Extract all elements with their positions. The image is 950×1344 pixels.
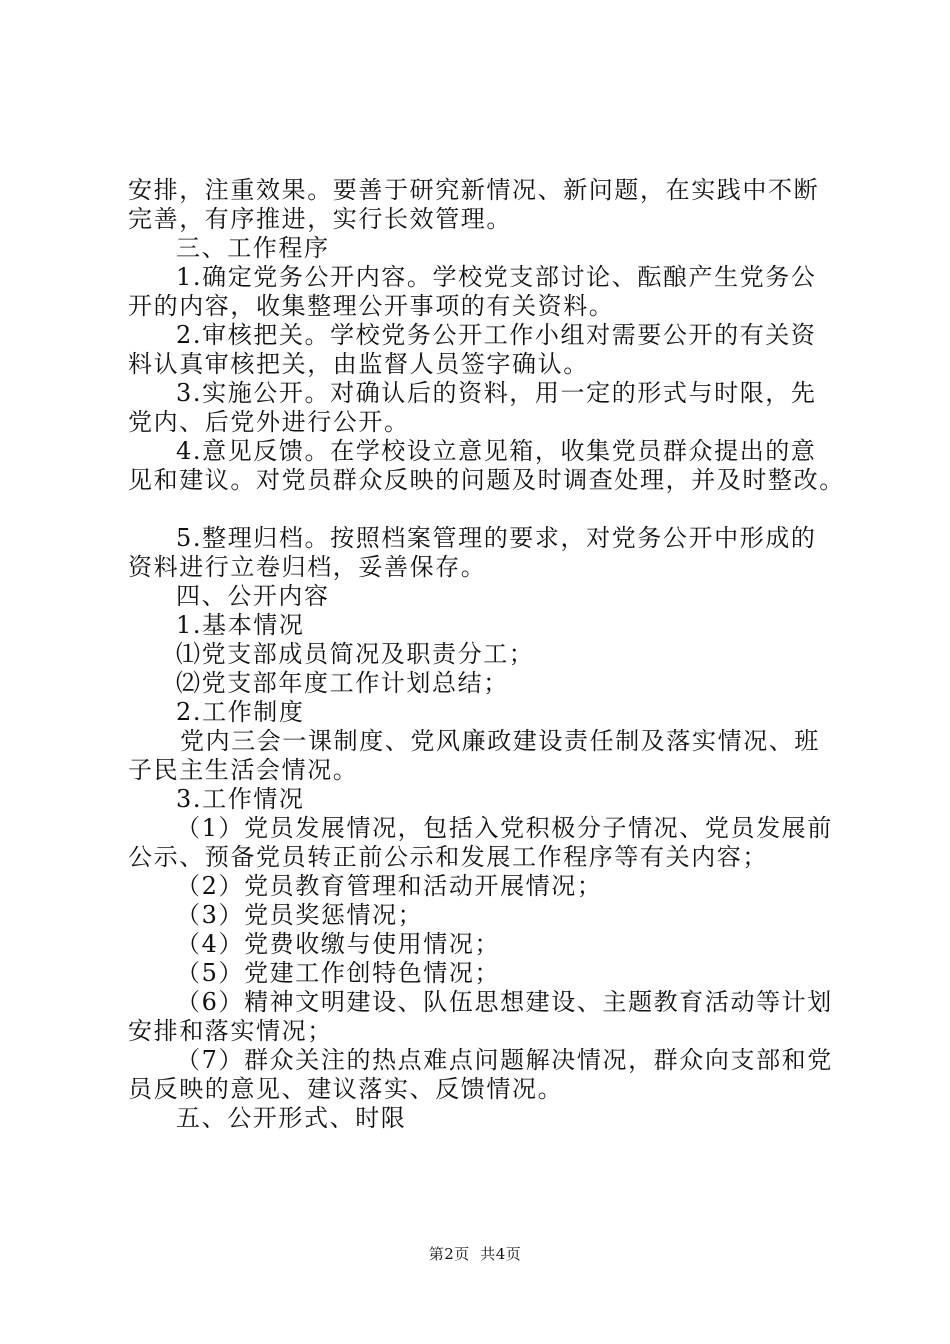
text-line: 见和建议。对党员群众反映的问题及时调查处理，并及时整改。 xyxy=(128,466,845,494)
text-line: 子民主生活会情况。 xyxy=(128,756,359,784)
list-item: （7）群众关注的热点难点问题解决情况，群众向支部和党 xyxy=(176,1046,833,1074)
section-heading: 三、工作程序 xyxy=(176,234,330,262)
section-heading: 四、公开内容 xyxy=(176,582,330,610)
text-line: 员反映的意见、建议落实、反馈情况。 xyxy=(128,1075,564,1103)
text-line: 3.实施公开。对确认后的资料，用一定的形式与时限，先 xyxy=(176,379,817,407)
list-item: （2）党员教育管理和活动开展情况； xyxy=(176,872,603,900)
blank-line xyxy=(128,495,838,524)
list-item: （6）精神文明建设、队伍思想建设、主题教育活动等计划 xyxy=(176,988,833,1016)
subsection-heading: 2.工作制度 xyxy=(176,698,305,726)
list-item: ⑵党支部年度工作计划总结； xyxy=(176,669,509,697)
text-line: 党内三会一课制度、党风廉政建设责任制及落实情况、班 xyxy=(180,727,820,755)
text-line: 公示、预备党员转正前公示和发展工作程序等有关内容； xyxy=(128,843,768,871)
text-line: 党内、后党外进行公开。 xyxy=(128,408,410,436)
text-line: 1.确定党务公开内容。学校党支部讨论、酝酿产生党务公 xyxy=(176,263,817,291)
list-item: （5）党建工作创特色情况； xyxy=(176,959,501,987)
list-item: （4）党费收缴与使用情况； xyxy=(176,930,501,958)
text-line: 5.整理归档。按照档案管理的要求，对党务公开中形成的 xyxy=(176,524,817,552)
text-line: 资料进行立卷归档，妥善保存。 xyxy=(128,553,487,581)
subsection-heading: 3.工作情况 xyxy=(176,785,305,813)
section-heading: 五、公开形式、时限 xyxy=(176,1104,407,1132)
document-body xyxy=(128,176,845,1133)
page-footer xyxy=(0,1243,950,1264)
text-line: 4.意见反馈。在学校设立意见箱，收集党员群众提出的意 xyxy=(176,437,817,465)
text-line: 料认真审核把关，由监督人员签字确认。 xyxy=(128,350,589,378)
text-line: 完善，有序推进，实行长效管理。 xyxy=(128,205,512,233)
text-line: 开的内容，收集整理公开事项的有关资料。 xyxy=(128,292,615,320)
page-number-label: 第2页 共4页 xyxy=(428,1245,522,1263)
text-line: 2.审核把关。学校党务公开工作小组对需要公开的有关资 xyxy=(176,321,817,349)
list-item: （1）党员发展情况，包括入党积极分子情况、党员发展前 xyxy=(176,814,833,842)
text-line: 安排和落实情况； xyxy=(128,1017,333,1045)
subsection-heading: 1.基本情况 xyxy=(176,611,305,639)
list-item: ⑴党支部成员简况及职责分工； xyxy=(176,640,535,668)
list-item: （3）党员奖惩情况； xyxy=(176,901,424,929)
text-line: 安排，注重效果。要善于研究新情况、新问题，在实践中不断 xyxy=(128,176,820,204)
